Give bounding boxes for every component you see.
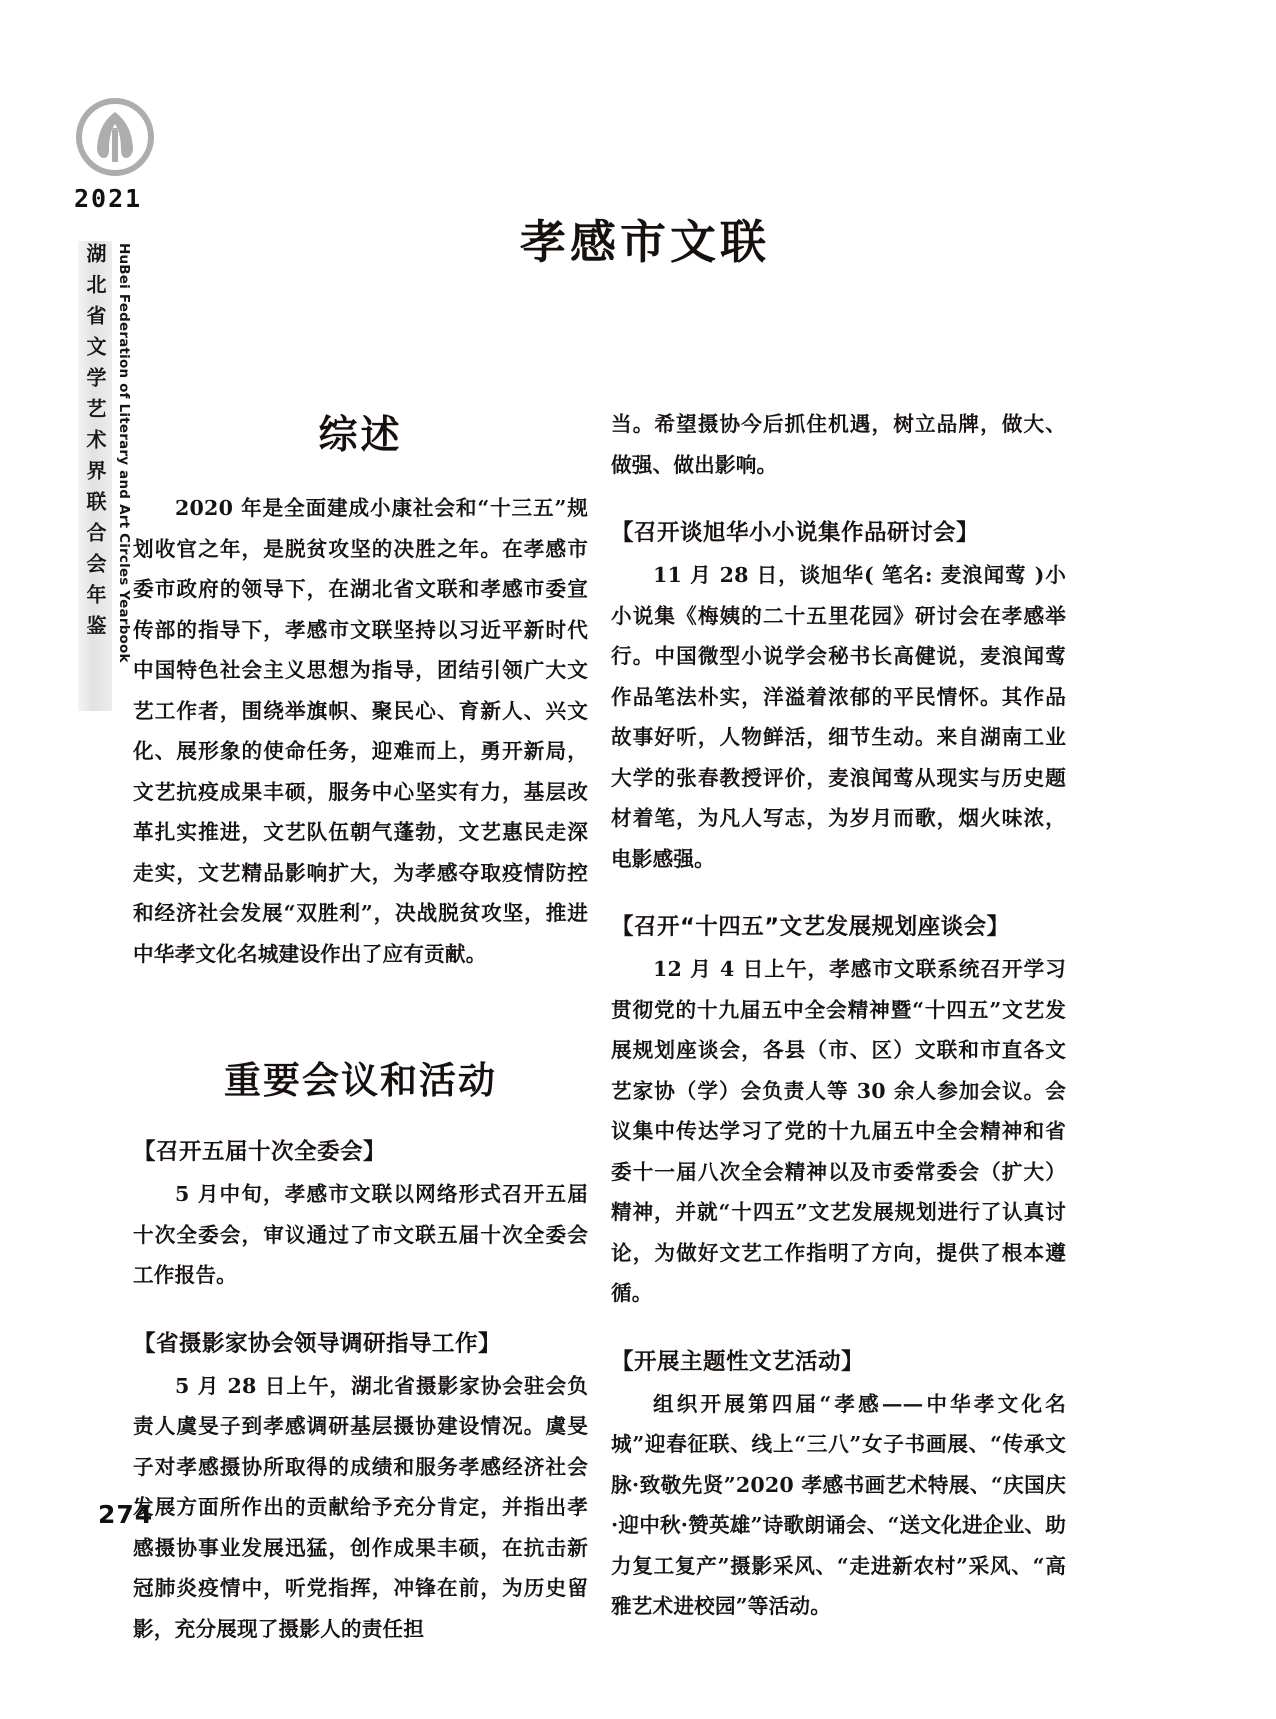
page-number: 274 — [98, 1500, 154, 1529]
yearbook-year: 2021 — [74, 184, 143, 213]
right-column — [611, 404, 1066, 1627]
hubei-federation-emblem-icon — [74, 96, 156, 178]
subheading-plenary-session: 【召开五届十次全委会】 — [133, 1139, 387, 1165]
overview-paragraph: 2020 年是全面建成小康社会和“十三五”规划收官之年，是脱贫攻坚的决胜之年。在孝感市委市政府的领导下，在湖北省文联和孝感市委宣传部的指导下，孝感市文联坚持以习近平新时代中国特色社会主义思想为指导，团结引领广大文艺工作者，围绕举旗帜、聚民心、育新人、兴文化、展形象的使命任务，迎难而上，勇开新局，文艺抗疫成果丰硕，服务中心坚实有力，基层改革扎实推进，文艺队伍朝气蓬勃，文艺惠民走深走实，文艺精品影响扩大，为孝感夺取疫情防控和经济社会发展“双胜利”，决战脱贫攻坚，推进中华孝文化名城建设作出了应有贡献。 — [133, 496, 588, 966]
page-title: 孝感市文联 — [520, 215, 770, 269]
subheading-14th-five-year-plan: 【召开“十四五”文艺发展规划座谈会】 — [611, 914, 1010, 940]
continued-paragraph: 当。希望摄协今后抓住机遇，树立品牌，做大、做强、做出影响。 — [611, 412, 1066, 477]
novel-symposium-paragraph: 11 月 28 日，谈旭华( 笔名: 麦浪闻莺 )小小说集《梅姨的二十五里花园》研讨会在孝感举行。中国微型小说学会秘书长高健说，麦浪闻莺作品笔法朴实，洋溢着浓郁的平民情怀。其作品故事好听，人物鲜活，细节生动。来自湖南工业大学的张春教授评价，麦浪闻莺从现实与历史题材着笔，为凡人写志，为岁月而歌，烟火味浓，电影感强。 — [611, 563, 1066, 871]
plan-symposium-paragraph: 12 月 4 日上午，孝感市文联系统召开学习贯彻党的十九届五中全会精神暨“十四五”文艺发展规划座谈会，各县（市、区）文联和市直各文艺家协（学）会负责人等 30 余人参加会议。会议集中传达学习了党的十九届五中全会精神和省委十一届八次全会精神以及市委常委会（扩大）精神，并就“十四五”文艺发展规划进行了认真讨论，为做好文艺工作指明了方向，提供了根本遵循。 — [611, 957, 1066, 1305]
left-column — [133, 404, 588, 1649]
plenary-session-paragraph: 5 月中旬，孝感市文联以网络形式召开五届十次全委会，审议通过了市文联五届十次全委会工作报告。 — [133, 1182, 588, 1287]
spine-title-en: HuBei Federation of Literary and Art Circles Yearbook — [116, 243, 132, 663]
spine-title-cn: 湖北省文学艺术界联合会年鉴 — [83, 243, 107, 646]
section-heading-overview: 综述 — [318, 412, 403, 458]
subheading-thematic-activities: 【开展主题性文艺活动】 — [611, 1348, 865, 1375]
thematic-activities-paragraph: 组织开展第四届“孝感——中华孝文化名城”迎春征联、线上“三八”女子书画展、“传承文脉·致敬先贤”2020 孝感书画艺术特展、“庆国庆·迎中秋·赞英雄”诗歌朗诵会、“送文化进企业、助力复工复产”摄影采风、“走进新农村”采风、“高雅艺术进校园”等活动。 — [611, 1391, 1066, 1618]
subheading-novel-symposium: 【召开谈旭华小小说集作品研讨会】 — [611, 520, 980, 546]
subheading-photographers-association: 【省摄影家协会领导调研指导工作】 — [133, 1330, 502, 1357]
photographers-association-paragraph: 5 月 28 日上午，湖北省摄影家协会驻会负责人虞旻子到孝感调研基层摄协建设情况。虞旻子对孝感摄协所取得的成绩和服务孝感经济社会发展方面所作出的贡献给予充分肯定，并指出孝感摄协事业发展迅猛，创作成果丰硕，在抗击新冠肺炎疫情中，听党指挥，冲锋在前，为历史留影，充分展现了摄影人的责任担 — [133, 1373, 588, 1641]
section-heading-meetings: 重要会议和活动 — [224, 1059, 497, 1102]
